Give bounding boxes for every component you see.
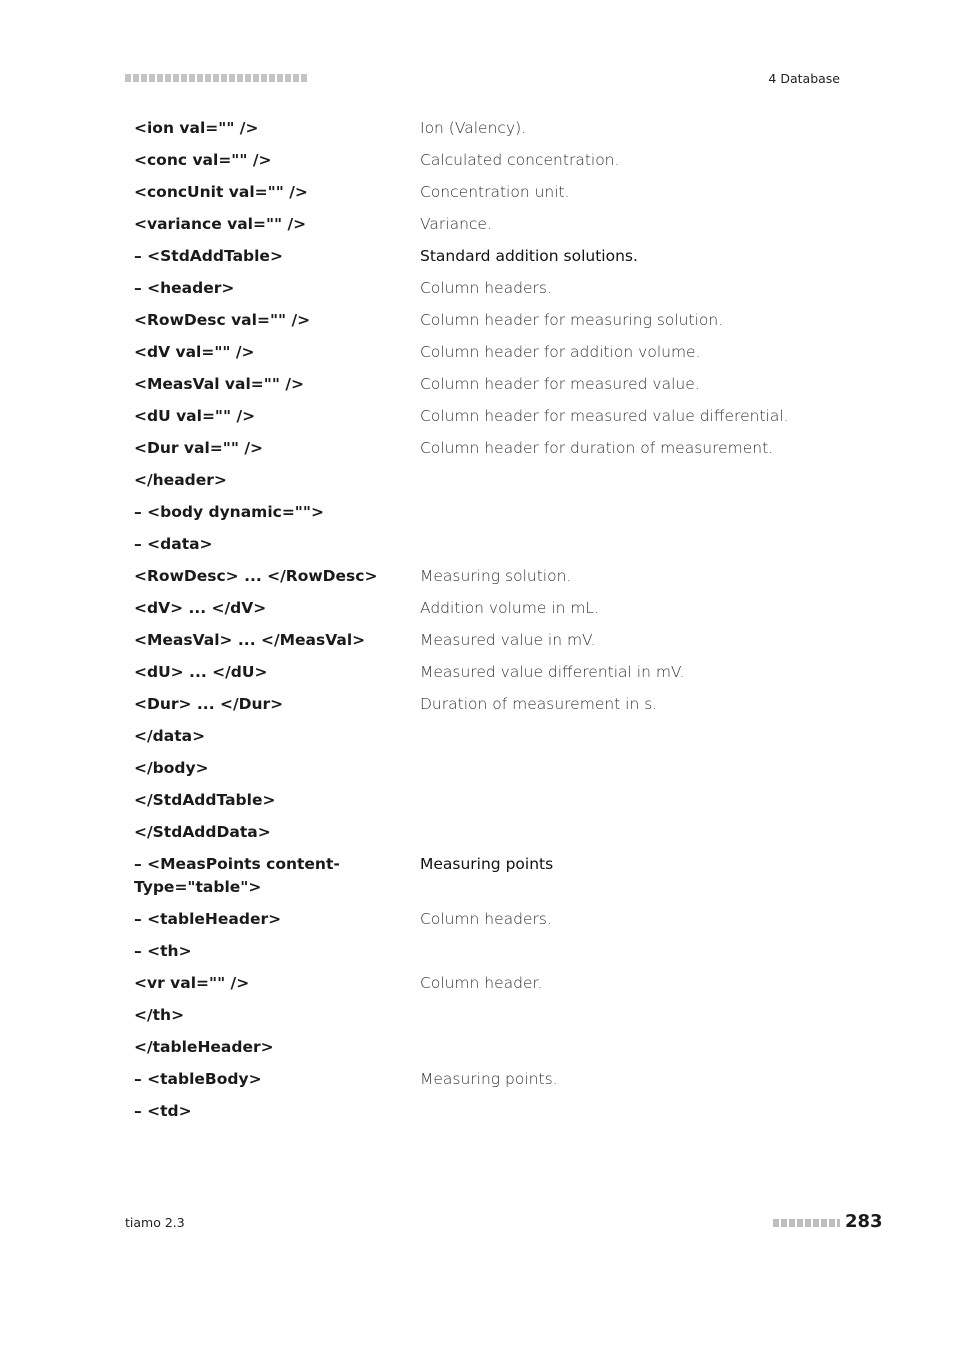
xml-element: <dV val="" /> — [134, 343, 255, 361]
xml-element: – <td> — [134, 1102, 192, 1120]
element-description: Addition volume in mL. — [420, 599, 599, 617]
list-item — [134, 213, 834, 245]
list-item — [134, 1100, 834, 1132]
xml-element: <Dur> ... </Dur> — [134, 695, 284, 713]
element-description: Ion (Valency). — [420, 119, 527, 137]
element-description: Measuring points — [420, 855, 554, 873]
xml-element: <ion val="" /> — [134, 119, 259, 137]
list-item — [134, 469, 834, 501]
list-item — [134, 821, 834, 853]
list-item — [134, 149, 834, 181]
list-item — [134, 245, 834, 277]
xml-element: <RowDesc> ... </RowDesc> — [134, 567, 378, 585]
list-item — [134, 181, 834, 213]
list-item — [134, 437, 834, 469]
element-description: Column header for measured value. — [420, 375, 700, 393]
list-item — [134, 277, 834, 309]
list-item — [134, 757, 834, 789]
list-item — [134, 789, 834, 821]
xml-element: </data> — [134, 727, 206, 745]
xml-element: <dV> ... </dV> — [134, 599, 267, 617]
xml-element: – <tableBody> — [134, 1070, 262, 1088]
element-description: Variance. — [420, 215, 492, 233]
list-item — [134, 661, 834, 693]
list-item — [134, 1068, 834, 1100]
xml-element: </StdAddTable> — [134, 791, 276, 809]
list-item — [134, 117, 834, 149]
list-item — [134, 533, 834, 565]
list-item — [134, 972, 834, 1004]
xml-element: – <header> — [134, 279, 235, 297]
xml-element: <MeasVal val="" /> — [134, 375, 304, 393]
product-version: tiamo 2.3 — [125, 1215, 185, 1230]
element-description: Column header for addition volume. — [420, 343, 701, 361]
list-item — [134, 908, 834, 940]
xml-element: <conc val="" /> — [134, 151, 272, 169]
xml-element: <RowDesc val="" /> — [134, 311, 311, 329]
element-description: Column header for measured value differential. — [420, 407, 789, 425]
xml-element: – <body dynamic=""> — [134, 503, 324, 521]
xml-element: – <StdAddTable> — [134, 247, 283, 265]
xml-element: <MeasVal> ... </MeasVal> — [134, 631, 366, 649]
list-item — [134, 1036, 834, 1068]
list-item — [134, 725, 834, 757]
xml-element: </header> — [134, 471, 227, 489]
element-description: Column header for duration of measurement. — [420, 439, 774, 457]
chapter-title: 4 Database — [768, 71, 840, 86]
list-item — [134, 1004, 834, 1036]
element-description: Column headers. — [420, 910, 552, 928]
xml-element: </StdAddData> — [134, 823, 271, 841]
element-description: Column headers. — [420, 279, 552, 297]
xml-element: – <MeasPoints content- Type="table"> — [134, 855, 340, 896]
page-number: 283 — [845, 1211, 883, 1232]
list-item — [134, 693, 834, 725]
list-item — [134, 629, 834, 661]
list-item — [134, 405, 834, 437]
list-item — [134, 373, 834, 405]
element-description: Calculated concentration. — [420, 151, 620, 169]
xml-element: <vr val="" /> — [134, 974, 250, 992]
element-description: Standard addition solutions. — [420, 247, 638, 265]
xml-element: – <data> — [134, 535, 213, 553]
xml-element: <Dur val="" /> — [134, 439, 263, 457]
list-item — [134, 853, 834, 908]
xml-element: <dU> ... </dU> — [134, 663, 268, 681]
element-description: Measuring points. — [420, 1070, 558, 1088]
element-description: Concentration unit. — [420, 183, 570, 201]
list-item — [134, 501, 834, 533]
element-description: Measured value in mV. — [420, 631, 596, 649]
definition-list — [134, 117, 834, 1132]
xml-element: </body> — [134, 759, 209, 777]
list-item — [134, 309, 834, 341]
footer-decoration — [773, 1219, 840, 1227]
element-description: Duration of measurement in s. — [420, 695, 658, 713]
element-description: Measuring solution. — [420, 567, 572, 585]
element-description: Column header for measuring solution. — [420, 311, 724, 329]
xml-element: </tableHeader> — [134, 1038, 274, 1056]
xml-element: <concUnit val="" /> — [134, 183, 308, 201]
xml-element: </th> — [134, 1006, 185, 1024]
xml-element: – <th> — [134, 942, 192, 960]
element-description: Measured value differential in mV. — [420, 663, 685, 681]
xml-element: <variance val="" /> — [134, 215, 307, 233]
xml-element: – <tableHeader> — [134, 910, 282, 928]
list-item — [134, 565, 834, 597]
list-item — [134, 940, 834, 972]
xml-element: <dU val="" /> — [134, 407, 256, 425]
list-item — [134, 341, 834, 373]
header-decoration — [125, 74, 307, 82]
element-description: Column header. — [420, 974, 543, 992]
list-item — [134, 597, 834, 629]
